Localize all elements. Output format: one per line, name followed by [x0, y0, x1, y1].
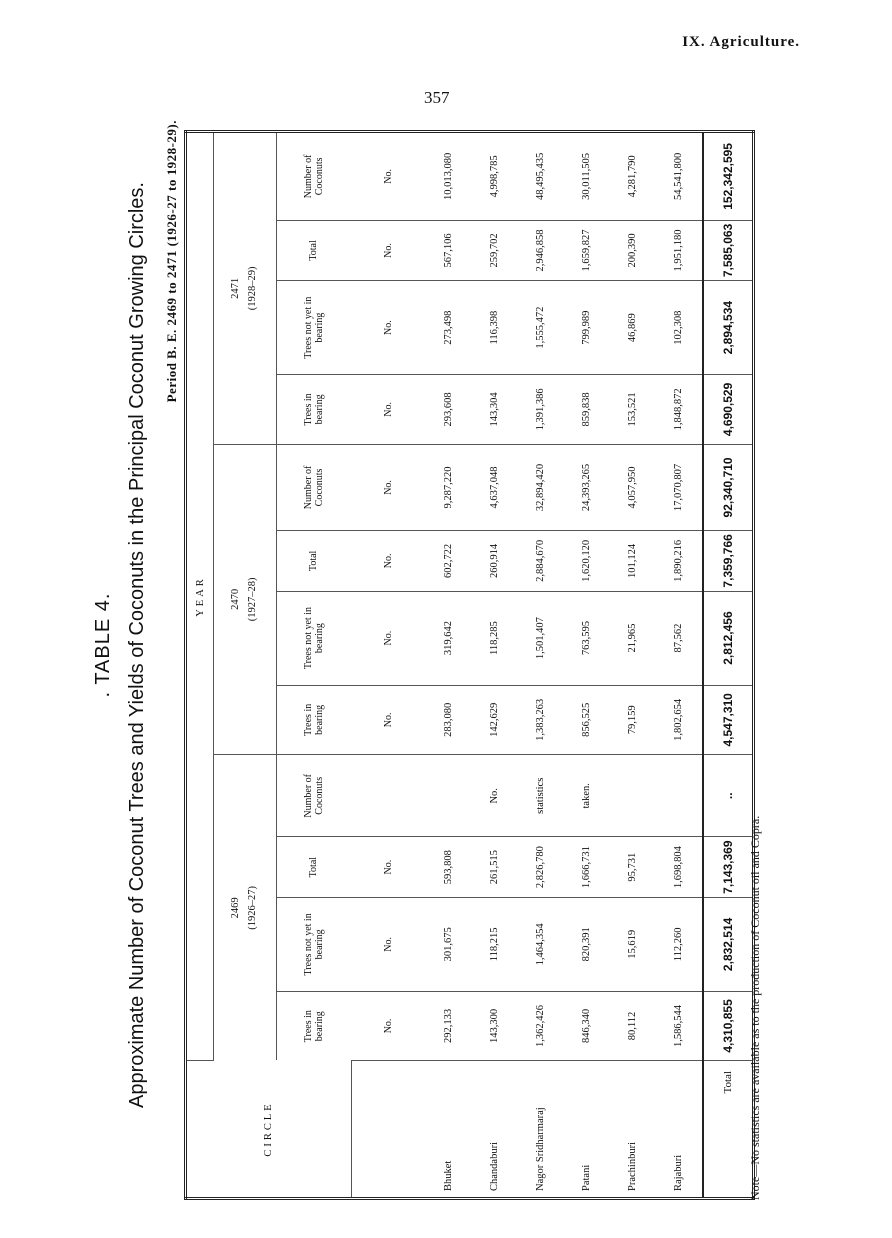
data-cell: 1,659,827 — [564, 220, 610, 280]
section-header: IX. Agriculture. — [682, 34, 800, 50]
data-cell: 153,521 — [610, 375, 656, 445]
circle-header: CIRCLE — [186, 1061, 352, 1199]
data-cell: 820,391 — [564, 897, 610, 991]
data-cell: 21,965 — [610, 591, 656, 685]
data-cell: 79,159 — [610, 685, 656, 755]
data-cell: 54,541,800 — [656, 132, 703, 221]
data-cell: 1,890,216 — [656, 531, 703, 591]
data-cell: 1,620,120 — [564, 531, 610, 591]
circle-name: Rajaburi — [673, 1154, 684, 1191]
circle-name: Bhuket — [443, 1160, 454, 1191]
data-cell: 87,562 — [656, 591, 703, 685]
data-cell: 1,501,407 — [518, 591, 564, 685]
table-row — [518, 132, 564, 1199]
total-cell: 7,143,369 — [703, 837, 754, 897]
data-cell: 799,989 — [564, 281, 610, 375]
data-cell: 118,215 — [472, 897, 518, 991]
data-cell: 118,285 — [472, 591, 518, 685]
data-cell: 261,515 — [472, 837, 518, 897]
table-note: Note—No statistics are available as to the production of Coconut oil and Copra. — [748, 815, 762, 1200]
total-row — [703, 132, 754, 1199]
data-cell: 260,914 — [472, 531, 518, 591]
data-cell: 142,629 — [472, 685, 518, 755]
unit-label: No. — [351, 375, 426, 445]
year-header: YEAR — [186, 132, 214, 1061]
circle-name: Prachinburi — [627, 1142, 638, 1191]
data-cell: 10,013,080 — [426, 132, 472, 221]
data-cell: 273,498 — [426, 281, 472, 375]
unit-label: No. — [351, 837, 426, 897]
table-body — [426, 132, 703, 1199]
rotated-table-block — [92, 90, 792, 1200]
data-cell: 80,112 — [610, 991, 656, 1060]
unit-label: No. — [351, 281, 426, 375]
unit-label: No. — [351, 444, 426, 530]
data-cell: 859,838 — [564, 375, 610, 445]
col-coconuts: Number of Coconuts — [277, 444, 352, 530]
unit-label: No. — [351, 132, 426, 221]
total-cell: 7,359,766 — [703, 531, 754, 591]
column-headers — [277, 132, 352, 1199]
total-cell: 152,342,595 — [703, 132, 754, 221]
col-total: Total — [277, 220, 352, 280]
col-not-yet: Trees not yet in bearing — [277, 897, 352, 991]
col-not-yet: Trees not yet in bearing — [277, 591, 352, 685]
no-statistics-cell — [610, 755, 656, 837]
data-cell: 15,619 — [610, 897, 656, 991]
data-cell: 1,951,180 — [656, 220, 703, 280]
data-cell: 1,848,872 — [656, 375, 703, 445]
period-note: Period B. E. 2469 to 2471 (1926-27 to 1928-29). — [164, 120, 179, 403]
total-cell: 2,832,514 — [703, 897, 754, 991]
table-title: Approximate Number of Coconut Trees and Yields of Coconuts in the Principal Coconut Growing Circles. — [126, 182, 148, 1109]
data-cell: 2,826,780 — [518, 837, 564, 897]
table-row — [656, 132, 703, 1199]
data-cell: 9,287,220 — [426, 444, 472, 530]
data-cell: 319,642 — [426, 591, 472, 685]
data-cell: 1,555,472 — [518, 281, 564, 375]
data-cell: 4,057,950 — [610, 444, 656, 530]
total-cell: 4,690,529 — [703, 375, 754, 445]
data-cell: 101,124 — [610, 531, 656, 591]
table-row — [564, 132, 610, 1199]
data-cell: 1,391,386 — [518, 375, 564, 445]
data-cell: 602,722 — [426, 531, 472, 591]
data-cell: 95,731 — [610, 837, 656, 897]
no-statistics-text: taken. — [580, 783, 592, 809]
coconut-table — [184, 130, 755, 1200]
col-bearing: Trees in bearing — [277, 375, 352, 445]
data-cell: 30,011,505 — [564, 132, 610, 221]
unit-label: No. — [351, 531, 426, 591]
no-statistics-cell — [426, 755, 472, 837]
unit-row — [351, 132, 426, 1199]
table-row — [610, 132, 656, 1199]
col-bearing: Trees in bearing — [277, 991, 352, 1060]
table-row — [472, 132, 518, 1199]
data-cell: 200,390 — [610, 220, 656, 280]
data-cell: 567,106 — [426, 220, 472, 280]
total-label: Total — [703, 1061, 754, 1199]
data-cell: 283,080 — [426, 685, 472, 755]
data-cell: 1,383,263 — [518, 685, 564, 755]
circle-name: Nagor Sridharmaraj — [535, 1107, 546, 1191]
no-statistics-cell — [656, 755, 703, 837]
no-statistics-cell — [472, 755, 518, 837]
data-cell: 1,698,804 — [656, 837, 703, 897]
total-cell: 92,340,710 — [703, 444, 754, 530]
data-cell: 32,894,420 — [518, 444, 564, 530]
circle-name: Patani — [581, 1164, 592, 1191]
data-cell: 593,808 — [426, 837, 472, 897]
data-cell: 116,398 — [472, 281, 518, 375]
data-cell: 292,133 — [426, 991, 472, 1060]
data-cell: 2,946,858 — [518, 220, 564, 280]
col-total: Total — [277, 837, 352, 897]
data-cell: 259,702 — [472, 220, 518, 280]
data-cell: 1,586,544 — [656, 991, 703, 1060]
col-bearing: Trees in bearing — [277, 685, 352, 755]
data-cell: 1,802,654 — [656, 685, 703, 755]
col-not-yet: Trees not yet in bearing — [277, 281, 352, 375]
table-label: . TABLE 4. — [92, 592, 114, 698]
unit-label: No. — [351, 991, 426, 1060]
total-cell: 4,310,855 — [703, 991, 754, 1060]
year-2469-header: 2469 (1926–27) — [230, 885, 258, 930]
page-number: 357 — [424, 88, 450, 107]
data-cell: 48,495,435 — [518, 132, 564, 221]
no-statistics-cell — [518, 755, 564, 837]
total-cell: 4,547,310 — [703, 685, 754, 755]
year-2470-header: 2470 (1927–28) — [214, 444, 277, 754]
col-coconuts: Number of Coconuts — [277, 755, 352, 837]
total-cell: 2,812,456 — [703, 591, 754, 685]
no-statistics-text: No. — [488, 788, 500, 804]
table-row — [426, 132, 472, 1199]
unit-label: No. — [351, 220, 426, 280]
unit-label: No. — [351, 591, 426, 685]
data-cell: 4,637,048 — [472, 444, 518, 530]
data-cell: 24,393,265 — [564, 444, 610, 530]
data-cell: 1,464,354 — [518, 897, 564, 991]
data-cell: 1,666,731 — [564, 837, 610, 897]
data-cell: 143,304 — [472, 375, 518, 445]
total-cell: 7,585,063 — [703, 220, 754, 280]
data-cell: 4,281,790 — [610, 132, 656, 221]
data-cell: 846,340 — [564, 991, 610, 1060]
no-statistics-cell — [564, 755, 610, 837]
year-2471-header: 2471 (1928–29) — [214, 132, 277, 445]
data-cell: 2,884,670 — [518, 531, 564, 591]
total-cell: 2,894,534 — [703, 281, 754, 375]
data-cell: 4,998,785 — [472, 132, 518, 221]
data-cell: 1,362,426 — [518, 991, 564, 1060]
data-cell: 293,608 — [426, 375, 472, 445]
data-cell: 301,675 — [426, 897, 472, 991]
data-cell: 143,300 — [472, 991, 518, 1060]
data-cell: 763,595 — [564, 591, 610, 685]
total-cell: .. — [703, 755, 754, 837]
unit-label: No. — [351, 897, 426, 991]
data-cell: 856,525 — [564, 685, 610, 755]
col-total: Total — [277, 531, 352, 591]
unit-label: No. — [351, 685, 426, 755]
no-statistics-text: statistics — [534, 777, 546, 814]
circle-name: Chandaburi — [489, 1142, 500, 1191]
col-coconuts: Number of Coconuts — [277, 132, 352, 221]
data-cell: 112,260 — [656, 897, 703, 991]
data-cell: 17,070,807 — [656, 444, 703, 530]
data-cell: 102,308 — [656, 281, 703, 375]
data-cell: 46,869 — [610, 281, 656, 375]
